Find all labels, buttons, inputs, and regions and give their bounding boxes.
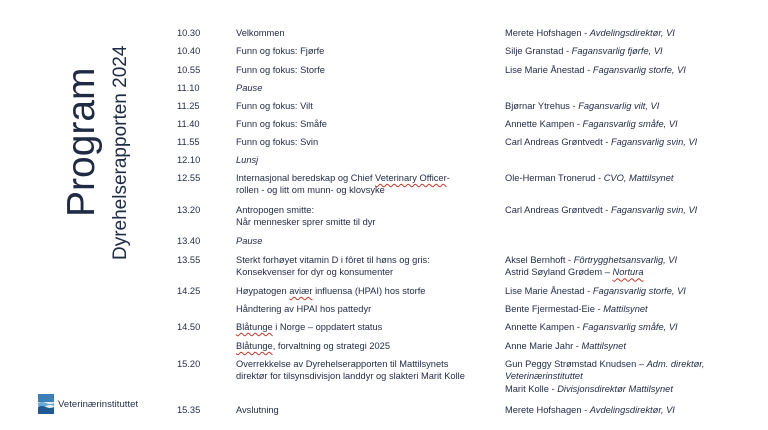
agenda-speaker: Carl Andreas Grøntvedt - Fagansvarlig svin, VI xyxy=(505,205,698,215)
logo-text: Veterinærinstituttet xyxy=(58,398,139,410)
agenda-time: 13.55 xyxy=(177,255,201,265)
agenda-time: 12.10 xyxy=(177,155,201,165)
agenda-speaker: Merete Hofshagen - Avdelingsdirektør, VI xyxy=(505,405,675,415)
agenda-time: 15.35 xyxy=(177,405,201,415)
agenda-topic: Sterkt forhøyet vitamin D i fôret til høns og gris: Konsekvenser for dyr og konsumenter xyxy=(236,255,430,278)
agenda-speaker: Bjørnar Ytrehus - Fagansvarlig vilt, VI xyxy=(505,101,660,111)
agenda-topic: Lunsj xyxy=(236,155,259,165)
agenda-topic: Høypatogen aviær influensa (HPAI) hos storfe xyxy=(236,286,426,296)
agenda-topic: Avslutning xyxy=(236,405,279,415)
agenda-speaker: Bente Fjermestad-Eie - Mattilsynet xyxy=(505,304,648,314)
agenda-topic: Blåtunge i Norge – oppdatert status xyxy=(236,322,383,332)
agenda-topic: Blåtunge, forvaltning og strategi 2025 xyxy=(236,341,391,351)
agenda-topic: Velkommen xyxy=(236,28,285,38)
agenda-topic: Pause xyxy=(236,83,263,93)
agenda-speaker: Aksel Bernhoft - Fôrtrygghetsansvarlig, VI Astrid Søyland Grødem – Nortura xyxy=(505,255,678,278)
agenda-speaker: Anne Marie Jahr - Mattilsynet xyxy=(505,341,626,351)
agenda-time: 14.50 xyxy=(177,322,201,332)
agenda-speaker: Lise Marie Ånestad - Fagansvarlig storfe, VI xyxy=(505,65,686,75)
agenda-time: 12.55 xyxy=(177,173,201,183)
agenda-speaker: Carl Andreas Grøntvedt - Fagansvarlig svin, VI xyxy=(505,137,698,147)
agenda-time: 10.55 xyxy=(177,65,201,75)
agenda-topic: Internasjonal beredskap og Chief Veterinary Officer- rollen - og litt om munn- og klovsyke xyxy=(236,173,450,196)
agenda-time: 13.40 xyxy=(177,236,201,246)
agenda-topic: Funn og fokus: Storfe xyxy=(236,65,325,75)
agenda-time: 14.25 xyxy=(177,286,201,296)
agenda-time: 15.20 xyxy=(177,359,201,369)
agenda-topic: Funn og fokus: Småfe xyxy=(236,119,327,129)
agenda-topic: Overrekkelse av Dyrehelserapporten til Mattilsynets direktør for tilsynsdivisjon landdyr og slakteri Marit Kolle xyxy=(236,359,465,382)
agenda-time: 11.55 xyxy=(177,137,200,147)
agenda-speaker: Lise Marie Ånestad - Fagansvarlig storfe, VI xyxy=(505,286,686,296)
agenda-time: 10.30 xyxy=(177,28,201,38)
agenda-topic: Funn og fokus: Fjørfe xyxy=(236,46,325,56)
agenda-speaker: Gun Peggy Strømstad Knudsen – Adm. direktør, Veterinærinstituttet Marit Kolle - Divisjonsdirektør Mattilsynet xyxy=(505,359,705,394)
agenda-time: 10.40 xyxy=(177,46,201,56)
agenda-speaker: Annette Kampen - Fagansvarlig småfe, VI xyxy=(505,119,678,129)
agenda-time: 11.40 xyxy=(177,119,200,129)
agenda-topic: Håndtering av HPAI hos pattedyr xyxy=(236,304,372,314)
report-subtitle: Dyrehelserapporten 2024 xyxy=(110,45,131,260)
agenda-topic: Funn og fokus: Vilt xyxy=(236,101,313,111)
agenda-time: 13.20 xyxy=(177,205,201,215)
agenda-speaker: Annette Kampen - Fagansvarlig småfe, VI xyxy=(505,322,678,332)
agenda-topic: Antropogen smitte: Når mennesker sprer smitte til dyr xyxy=(236,205,376,228)
agenda-time: 11.25 xyxy=(177,101,200,111)
agenda-speaker: Merete Hofshagen - Avdelingsdirektør, VI xyxy=(505,28,675,38)
agenda-topic: Funn og fokus: Svin xyxy=(236,137,319,147)
agenda-topic: Pause xyxy=(236,236,263,246)
agenda-speaker: Ole-Herman Tronerud - CVO, Mattilsynet xyxy=(505,173,674,183)
agenda-speaker: Silje Granstad - Fagansvarlig fjørfe, VI xyxy=(505,46,663,56)
agenda-time: 11.10 xyxy=(177,83,200,93)
program-title: Program xyxy=(60,67,103,217)
